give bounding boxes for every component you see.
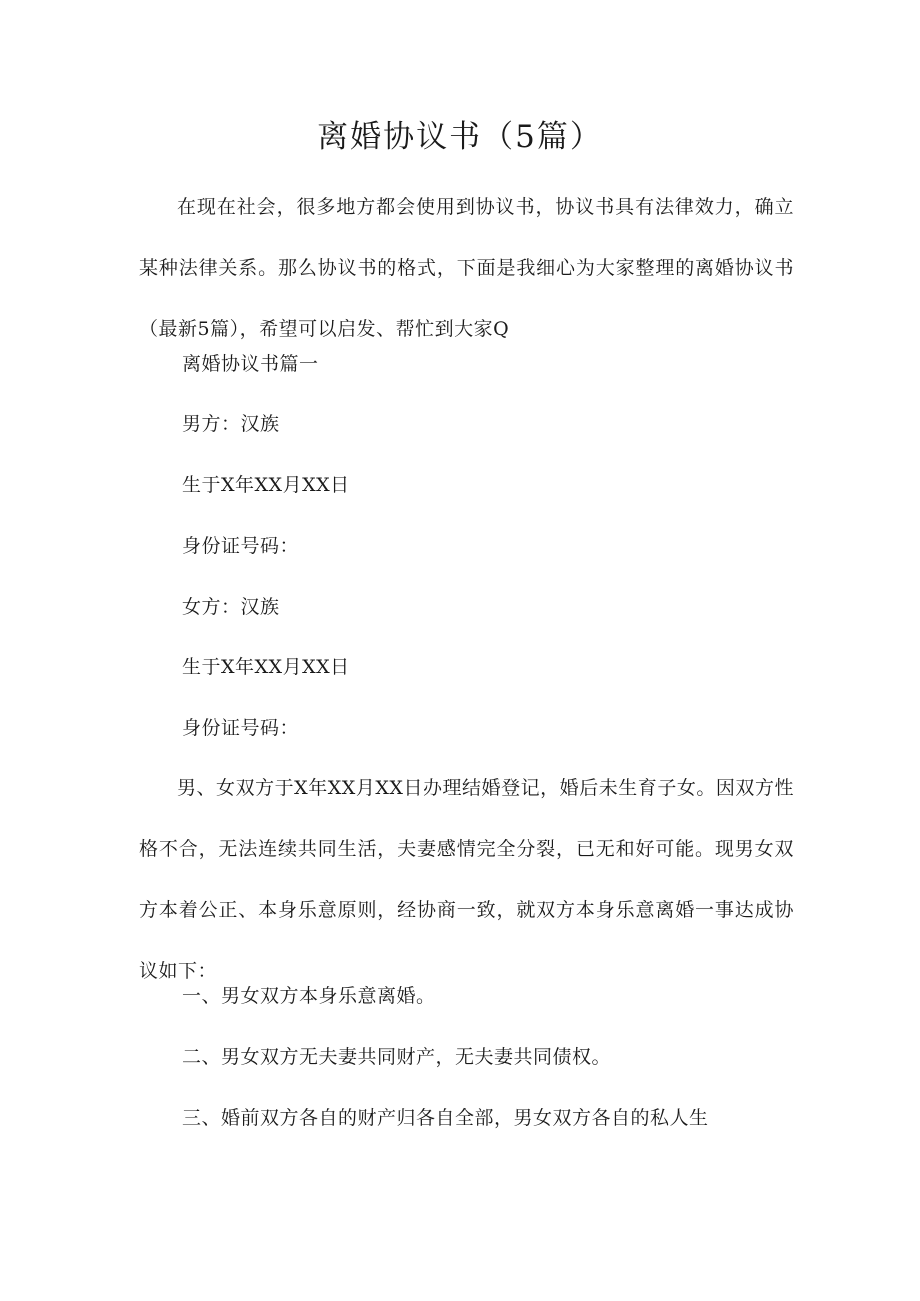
clause-2: 二、男女双方无夫妻共同财产，无夫妻共同债权。 — [182, 1046, 612, 1068]
male-party-line: 男方：汉族 — [182, 413, 280, 435]
female-birth-line: 生于X年XX月XX日 — [182, 656, 350, 678]
intro-paragraph: 在现在社会，很多地方都会使用到协议书，协议书具有法律效力，确立某种法律关系。那么协议书的格式，下面是我细心为大家整理的离婚协议书（最新5篇），希望可以启发、帮忙到大家Q — [139, 196, 794, 340]
section-heading: 离婚协议书篇一 — [182, 353, 319, 375]
female-id-line: 身份证号码： — [182, 717, 300, 739]
clause-1: 一、男女双方本身乐意离婚。 — [182, 985, 436, 1007]
male-id-line: 身份证号码： — [182, 535, 300, 557]
male-birth-line: 生于X年XX月XX日 — [182, 474, 350, 496]
female-party-line: 女方：汉族 — [182, 596, 280, 618]
clause-3: 三、婚前双方各自的财产归各自全部，男女双方各自的私人生 — [182, 1107, 709, 1129]
agreement-body-paragraph: 男、女双方于X年XX月XX日办理结婚登记，婚后未生育子女。因双方性格不合，无法连续共同生活，夫妻感情完全分裂，已无和好可能。现男女双方本着公正、本身乐意原则，经协商一致，就双方本身乐意离婚一事达成协议如下： — [139, 777, 794, 982]
document-title: 离婚协议书（5篇） — [317, 119, 603, 155]
